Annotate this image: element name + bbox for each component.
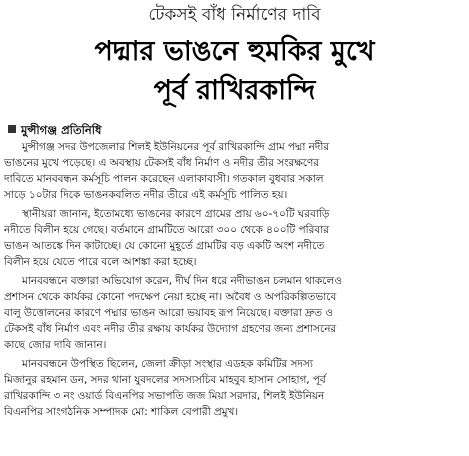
- body-line: সাড়ে ১০টার দিকে ভাঙনকবলিত নদীর তীরে এই কর্মসূচি পালিত হয়।: [4, 189, 288, 201]
- body-line: মানববন্ধনে উপস্থিত ছিলেন, জেলা ক্রীড়া সংস্থার এডহক কমিটির সদস্য: [22, 358, 313, 370]
- body-line: বিলীন হয়ে যেতে পারে বলে আশঙ্কা করা হচ্ছে।: [4, 256, 197, 268]
- body-line: প্রশাসন থেকে কার্যকর কোনো পদক্ষেপ নেয়া হচ্ছে না। অবৈধ ও অপরিকল্পিতভাবে: [4, 291, 337, 303]
- body-line: ভাঙন আতঙ্কে দিন কাটাচ্ছে। যে কোনো মুহূর্তে গ্রামটির বড় একটি অংশ নদীতে: [4, 240, 325, 252]
- article-kicker: টেকসই বাঁধ নির্মাণের দাবি: [148, 5, 321, 25]
- body-line: মিজানুর রহমান ডন, সদর থানা যুবদলের সদস্যসচিব মাহবুব হাসান সোহাগ, পূর্ব: [4, 374, 326, 386]
- headline-line-1: পদ্মার ভাঙনে হুমকির মুখে: [94, 36, 375, 67]
- paragraph: [4, 273, 466, 353]
- body-line: বালু উত্তোলনের কারণে পদ্মার ভাঙন আরো ভয়াবহ রূপ নিয়েছে। বক্তারা দ্রুত ও: [4, 307, 333, 319]
- body-line: দাবিতে মানববন্ধন কর্মসূচি পালন করেছেন এলাকাবাসী। গতকাল বুধবার সকাল: [4, 173, 324, 185]
- headline-line-2: পূর্ব রাখিরকান্দি: [153, 75, 316, 106]
- body-line: মুন্সীগঞ্জ সদর উপজেলার শিলই ইউনিয়নের পূর্ব রাখিরকান্দি গ্রাম পদ্মা নদীর: [22, 141, 330, 153]
- body-line: মানববন্ধনে বক্তারা অভিযোগ করেন, দীর্ঘ দিন ধরে নদীভাঙন চলমান থাকলেও: [22, 275, 342, 287]
- body-line: টেকসই বাঁধ নির্মাণ এবং নদীর তীর রক্ষায় কার্যকর উদ্যোগ গ্রহণের জন্য প্রশাসনের: [4, 323, 337, 335]
- body-line: বিএনপির সাংগঠনিক সম্পাদক মো: শাকিল বেপারী প্রমুখ।: [4, 406, 239, 418]
- paragraph: [4, 356, 466, 420]
- paragraph: [4, 206, 466, 270]
- byline-text: মুন্সীগঞ্জ প্রতিনিধি: [21, 123, 102, 137]
- body-line: স্থানীয়রা জানান, ইতোমধ্যে ভাঙনের কারণে গ্রামের প্রায় ৬০-৭০টি ঘরবাড়ি: [22, 208, 330, 220]
- square-bullet-icon: [8, 125, 16, 133]
- body-line: কাছে জোর দাবি জানান।: [4, 339, 107, 351]
- body-line: নদীতে বিলীন হয়ে গেছে। বর্তমানে গ্রামটিতে আরো ৩০০ থেকে ৪০০টি পরিবার: [4, 224, 329, 236]
- article-body: [4, 139, 466, 420]
- body-line: ভাঙনের মুখে পড়েছে। এ অবস্থায় টেকসই বাঁধ নির্মাণ ও নদীর তীর সংরক্ষণের: [4, 157, 320, 169]
- byline: [8, 122, 101, 138]
- body-line: রাখিরকান্দি ৩ নং ওয়ার্ড বিএনপির সভাপতি জজ মিয়া সরদার, শিলই ইউনিয়ন: [4, 390, 325, 402]
- paragraph: [4, 139, 466, 203]
